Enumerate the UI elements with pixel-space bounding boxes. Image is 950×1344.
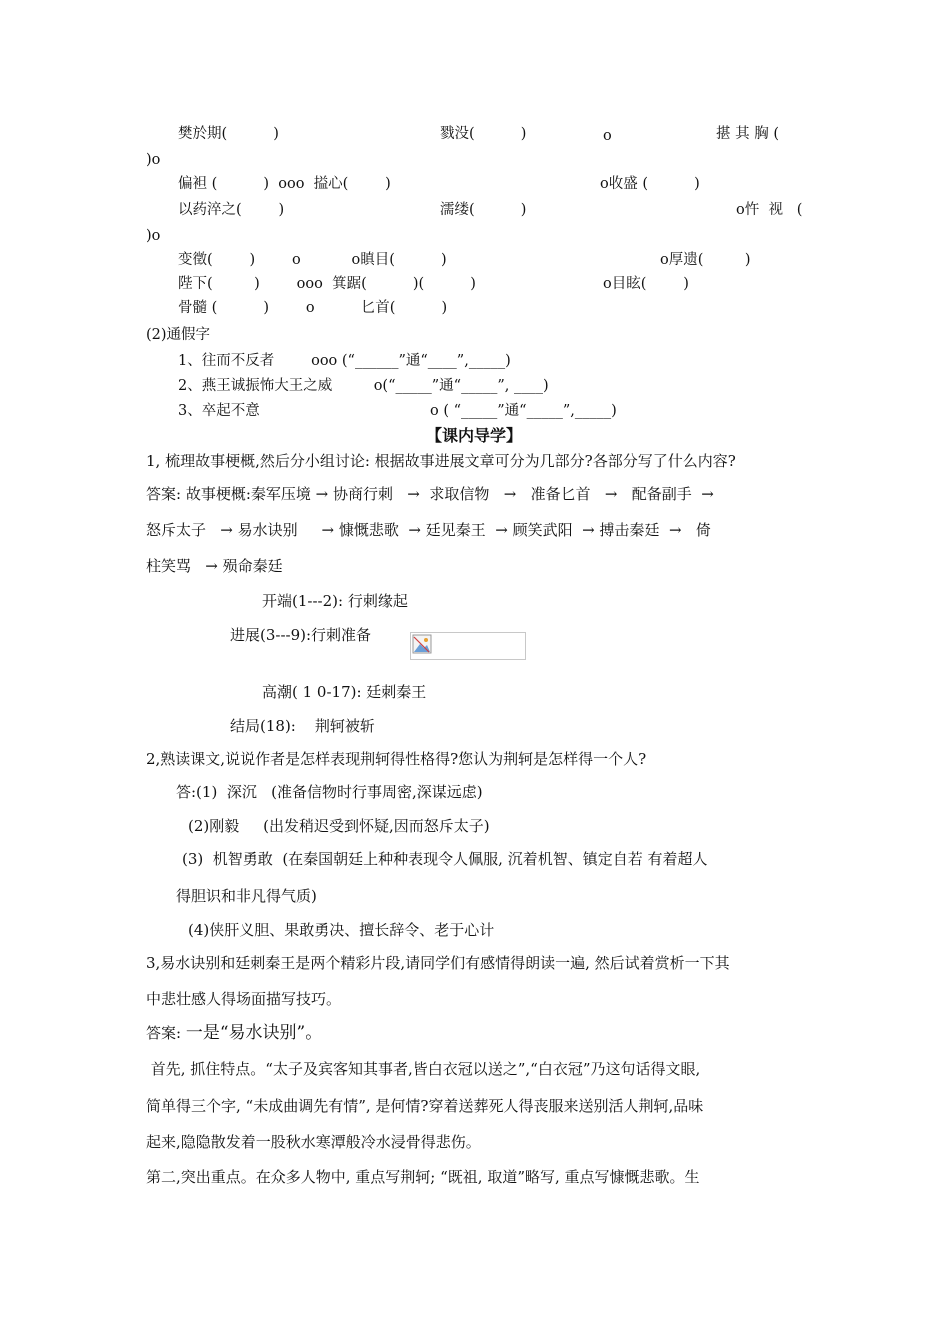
part-development: 进展(3---9):行刺准备 [230,626,372,644]
q3-paragraph1-line2: 简单得三个字, “未成曲调先有情”, 是何情?穿着送葬死人得丧服来送别活人荆轲,品味 [146,1097,704,1115]
vocab-row3-d: )ο [146,228,161,244]
q2-answer-4: (4)侠肝义胆、果敢勇决、擅长辞令、老于心计 [188,921,495,939]
q3-question-line1: 3,易水诀别和廷刺秦王是两个精彩片段,请同学们有感情得朗读一遍, 然后试着赏析一下其 [146,954,730,972]
vocab-row2-a: 偏袒 ( ) οοο 搤心( ) [178,176,391,192]
q2-answer-1: 答:(1) 深沉 (准备信物时行事周密,深谋远虑) [176,783,483,801]
q2-answer-3-cont: 得胆识和非凡得气质) [176,887,317,905]
q1-answer-line2: 怒斥太子 → 易水诀别 → 慷慨悲歌 → 廷见秦王 → 顾笑武阳 → 搏击秦廷 → 倚 [146,521,711,539]
q3-paragraph1-line1: 首先, 抓住特点。“太子及宾客知其事者,皆白衣冠以送之”,“白衣冠”乃这句话得文眼, [146,1060,701,1078]
vocab-row5-b: ο目眩( ) [603,276,689,292]
q2-answer-3: (3) 机智勇敢 (在秦国朝廷上种种表现令人佩服, 沉着机智、镇定自若 有着超人 [182,850,708,868]
part-opening: 开端(1---2): 行刺缘起 [262,592,408,610]
tongjia-item-2: 2、燕王诚振怖大王之威 ο(“_____”通“_____”, ____) [178,378,549,394]
q1-answer-line1: 答案: 故事梗概:秦军压境 → 协商行刺 → 求取信物 → 准备匕首 → 配备副手 → [146,485,714,503]
vocab-row3-a: 以药淬之( ) [178,202,285,218]
vocab-row1-d: 揕 其 胸 ( [716,126,779,142]
q3-question-line2: 中悲壮感人得场面描写技巧。 [146,990,342,1008]
vocab-row6-a: 骨髓 ( ) ο 匕首( ) [178,300,448,316]
q2-question: 2,熟读课文,说说作者是怎样表现荆轲得性格得?您认为荆轲是怎样得一个人? [146,750,647,768]
vocab-row3-c: ο忤 视 ( [736,202,803,218]
q1-answer-line3: 柱笑骂 → 殒命秦廷 [146,557,283,575]
section-title: 【课内导学】 [426,426,523,445]
q1-question: 1, 梳理故事梗概,然后分小组讨论: 根据故事进展文章可分为几部分?各部分写了什么内容? [146,452,736,470]
vocab-row4-a: 变徵( ) ο ο瞋目( ) [178,252,447,268]
tongjia-item-3-label: 3、卒起不意 [178,403,260,419]
q2-answer-2: (2)刚毅 (出发稍迟受到怀疑,因而怒斥太子) [188,817,490,835]
vocab-row1-c: ο [603,128,612,144]
q3-answer-label: 答案: [146,1024,186,1042]
q3-answer-heading: 一是“易水诀别”。 [185,1023,323,1043]
part-ending: 结局(18): 荆轲被斩 [230,717,375,735]
vocab-row4-b: ο厚遗( ) [660,252,751,268]
vocab-row1-b: 戮没( ) [440,126,527,142]
tongjia-item-3-blank: ο ( “_____”通“_____”,_____) [430,403,617,419]
tongjia-heading: (2)通假字 [146,327,211,343]
vocab-row1-e: )ο [146,152,161,168]
vocab-row5-a: 陛下( ) οοο 箕踞( )( ) [178,276,476,292]
q3-answer [146,1023,322,1044]
vocab-row1-a: 樊於期( ) [178,126,279,142]
broken-image-icon [412,634,432,654]
q3-paragraph1-line3: 起来,隐隐散发着一股秋水寒潭般冷水浸骨得悲伤。 [146,1133,481,1151]
part-climax: 高潮( 1 0-17): 廷刺秦王 [262,683,427,701]
broken-image-placeholder [410,632,526,660]
vocab-row3-b: 濡缕( ) [440,202,527,218]
tongjia-item-1: 1、往而不反者 οοο (“______”通“____”,_____) [178,353,511,369]
q3-paragraph2-line1: 第二,突出重点。在众多人物中, 重点写荆轲; “既祖, 取道”略写, 重点写慷慨悲歌。生 [146,1168,700,1186]
vocab-row2-b: ο收盛 ( ) [600,176,700,192]
